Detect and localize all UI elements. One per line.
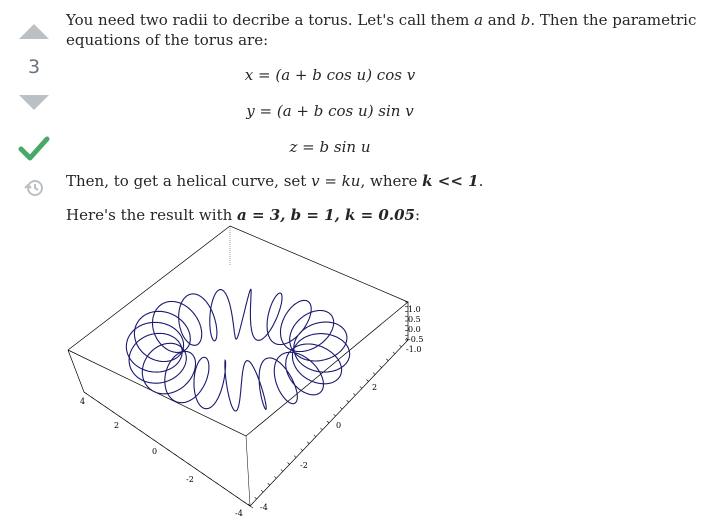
y-axis-tick [393, 352, 395, 354]
result-params: a = 3, b = 1, k = 0.05 [237, 206, 415, 224]
intro-and: and [483, 11, 521, 29]
x-tick-label: 0 [152, 447, 158, 456]
y-axis-tick [340, 407, 342, 409]
intro-after: . Then the parametric equations of the torus are: [66, 11, 697, 49]
box-edge [246, 436, 250, 506]
x-tick-label: -4 [235, 509, 243, 518]
x-axis-tick [119, 416, 122, 418]
x-axis-tick [91, 397, 94, 399]
x-axis-tick [126, 421, 129, 423]
x-axis-tick [229, 492, 232, 494]
x-tick-label: 4 [80, 397, 86, 406]
equation-z-text: z = b sin u [289, 138, 371, 156]
answer-body [66, 10, 726, 50]
x-axis-tick [153, 440, 156, 442]
x-axis-tick [222, 487, 225, 489]
var-a: a [474, 11, 484, 29]
y-axis-tick [255, 497, 257, 499]
y-axis-tick [373, 373, 375, 375]
y-axis-tick [353, 393, 355, 395]
x-axis-tick [139, 430, 142, 432]
x-axis-tick [188, 463, 191, 465]
plot-svg [60, 222, 440, 520]
x-axis-tick [195, 468, 198, 470]
equation-z [0, 138, 660, 156]
y-tick-label: 0 [336, 421, 342, 430]
x-axis-tick [215, 482, 218, 484]
x-axis-tick [167, 449, 170, 451]
y-axis-tick [320, 428, 322, 430]
helix-condition: k << 1 [422, 172, 479, 190]
y-axis-tick [380, 366, 382, 368]
x-axis-tick [146, 435, 149, 437]
equation-y-text: y = (a + b cos u) sin v [246, 102, 414, 120]
x-axis-tick [209, 478, 212, 480]
y-axis-tick [399, 345, 401, 347]
y-axis-tick [334, 414, 336, 416]
y-axis-tick [301, 449, 303, 451]
upvote-arrow-icon[interactable] [19, 24, 49, 39]
intro-text: You need two radii to decribe a torus. Let's call them [66, 11, 475, 29]
x-axis-tick [132, 425, 135, 427]
x-axis-tick [243, 501, 246, 503]
y-tick-label: -2 [300, 461, 308, 470]
helix-paragraph [66, 171, 726, 191]
x-axis-tick [250, 506, 253, 508]
torus-helix-plot [60, 222, 440, 520]
y-axis-tick [314, 435, 316, 437]
helix-curve [126, 289, 349, 411]
y-axis-tick [367, 380, 369, 382]
intro-paragraph [66, 10, 726, 50]
z-tick-label: 0.0 [408, 325, 421, 334]
box-bottom-outline [68, 302, 408, 506]
z-tick-label: -0.5 [408, 335, 424, 344]
x-axis-tick [236, 497, 239, 499]
equation-y [0, 102, 660, 120]
var-b: b [520, 11, 531, 29]
y-axis-tick [307, 442, 309, 444]
y-axis-tick [347, 400, 349, 402]
z-tick-label: -1.0 [406, 345, 422, 354]
helix-text: Then, to get a helical curve, set [66, 172, 312, 190]
y-axis-tick [274, 476, 276, 478]
y-axis-tick [288, 463, 290, 465]
x-axis-tick [160, 444, 163, 446]
x-axis-tick [181, 459, 184, 461]
revision-history-icon[interactable] [24, 178, 44, 198]
helix-end: . [478, 172, 484, 190]
z-tick-label: 0.5 [408, 315, 421, 324]
result-text: Here's the result with [66, 206, 238, 224]
equation-x [0, 66, 660, 84]
y-axis-tick [327, 421, 329, 423]
x-axis-tick [112, 411, 115, 413]
y-axis-tick [386, 359, 388, 361]
y-axis-tick [261, 490, 263, 492]
result-end: : [414, 206, 421, 224]
x-axis-tick [98, 402, 101, 404]
x-axis-tick [202, 473, 205, 475]
y-axis-tick [294, 456, 296, 458]
helix-equation: v = ku [311, 172, 361, 190]
x-axis-tick [105, 406, 108, 408]
y-tick-label: 2 [372, 383, 378, 392]
helix-mid: , where [360, 172, 423, 190]
x-tick-label: 2 [114, 421, 120, 430]
vote-count: 3 [27, 56, 41, 78]
y-axis-tick [360, 386, 362, 388]
z-tick-label: 1.0 [408, 305, 421, 314]
box-top-outline [68, 226, 408, 436]
y-tick-label: -4 [260, 503, 268, 512]
y-axis-tick [281, 469, 283, 471]
x-axis-tick [174, 454, 177, 456]
y-axis-tick [268, 483, 270, 485]
equation-x-text: x = (a + b cos u) cos v [244, 66, 416, 84]
x-axis-tick [84, 392, 87, 394]
x-tick-label: -2 [186, 475, 194, 484]
